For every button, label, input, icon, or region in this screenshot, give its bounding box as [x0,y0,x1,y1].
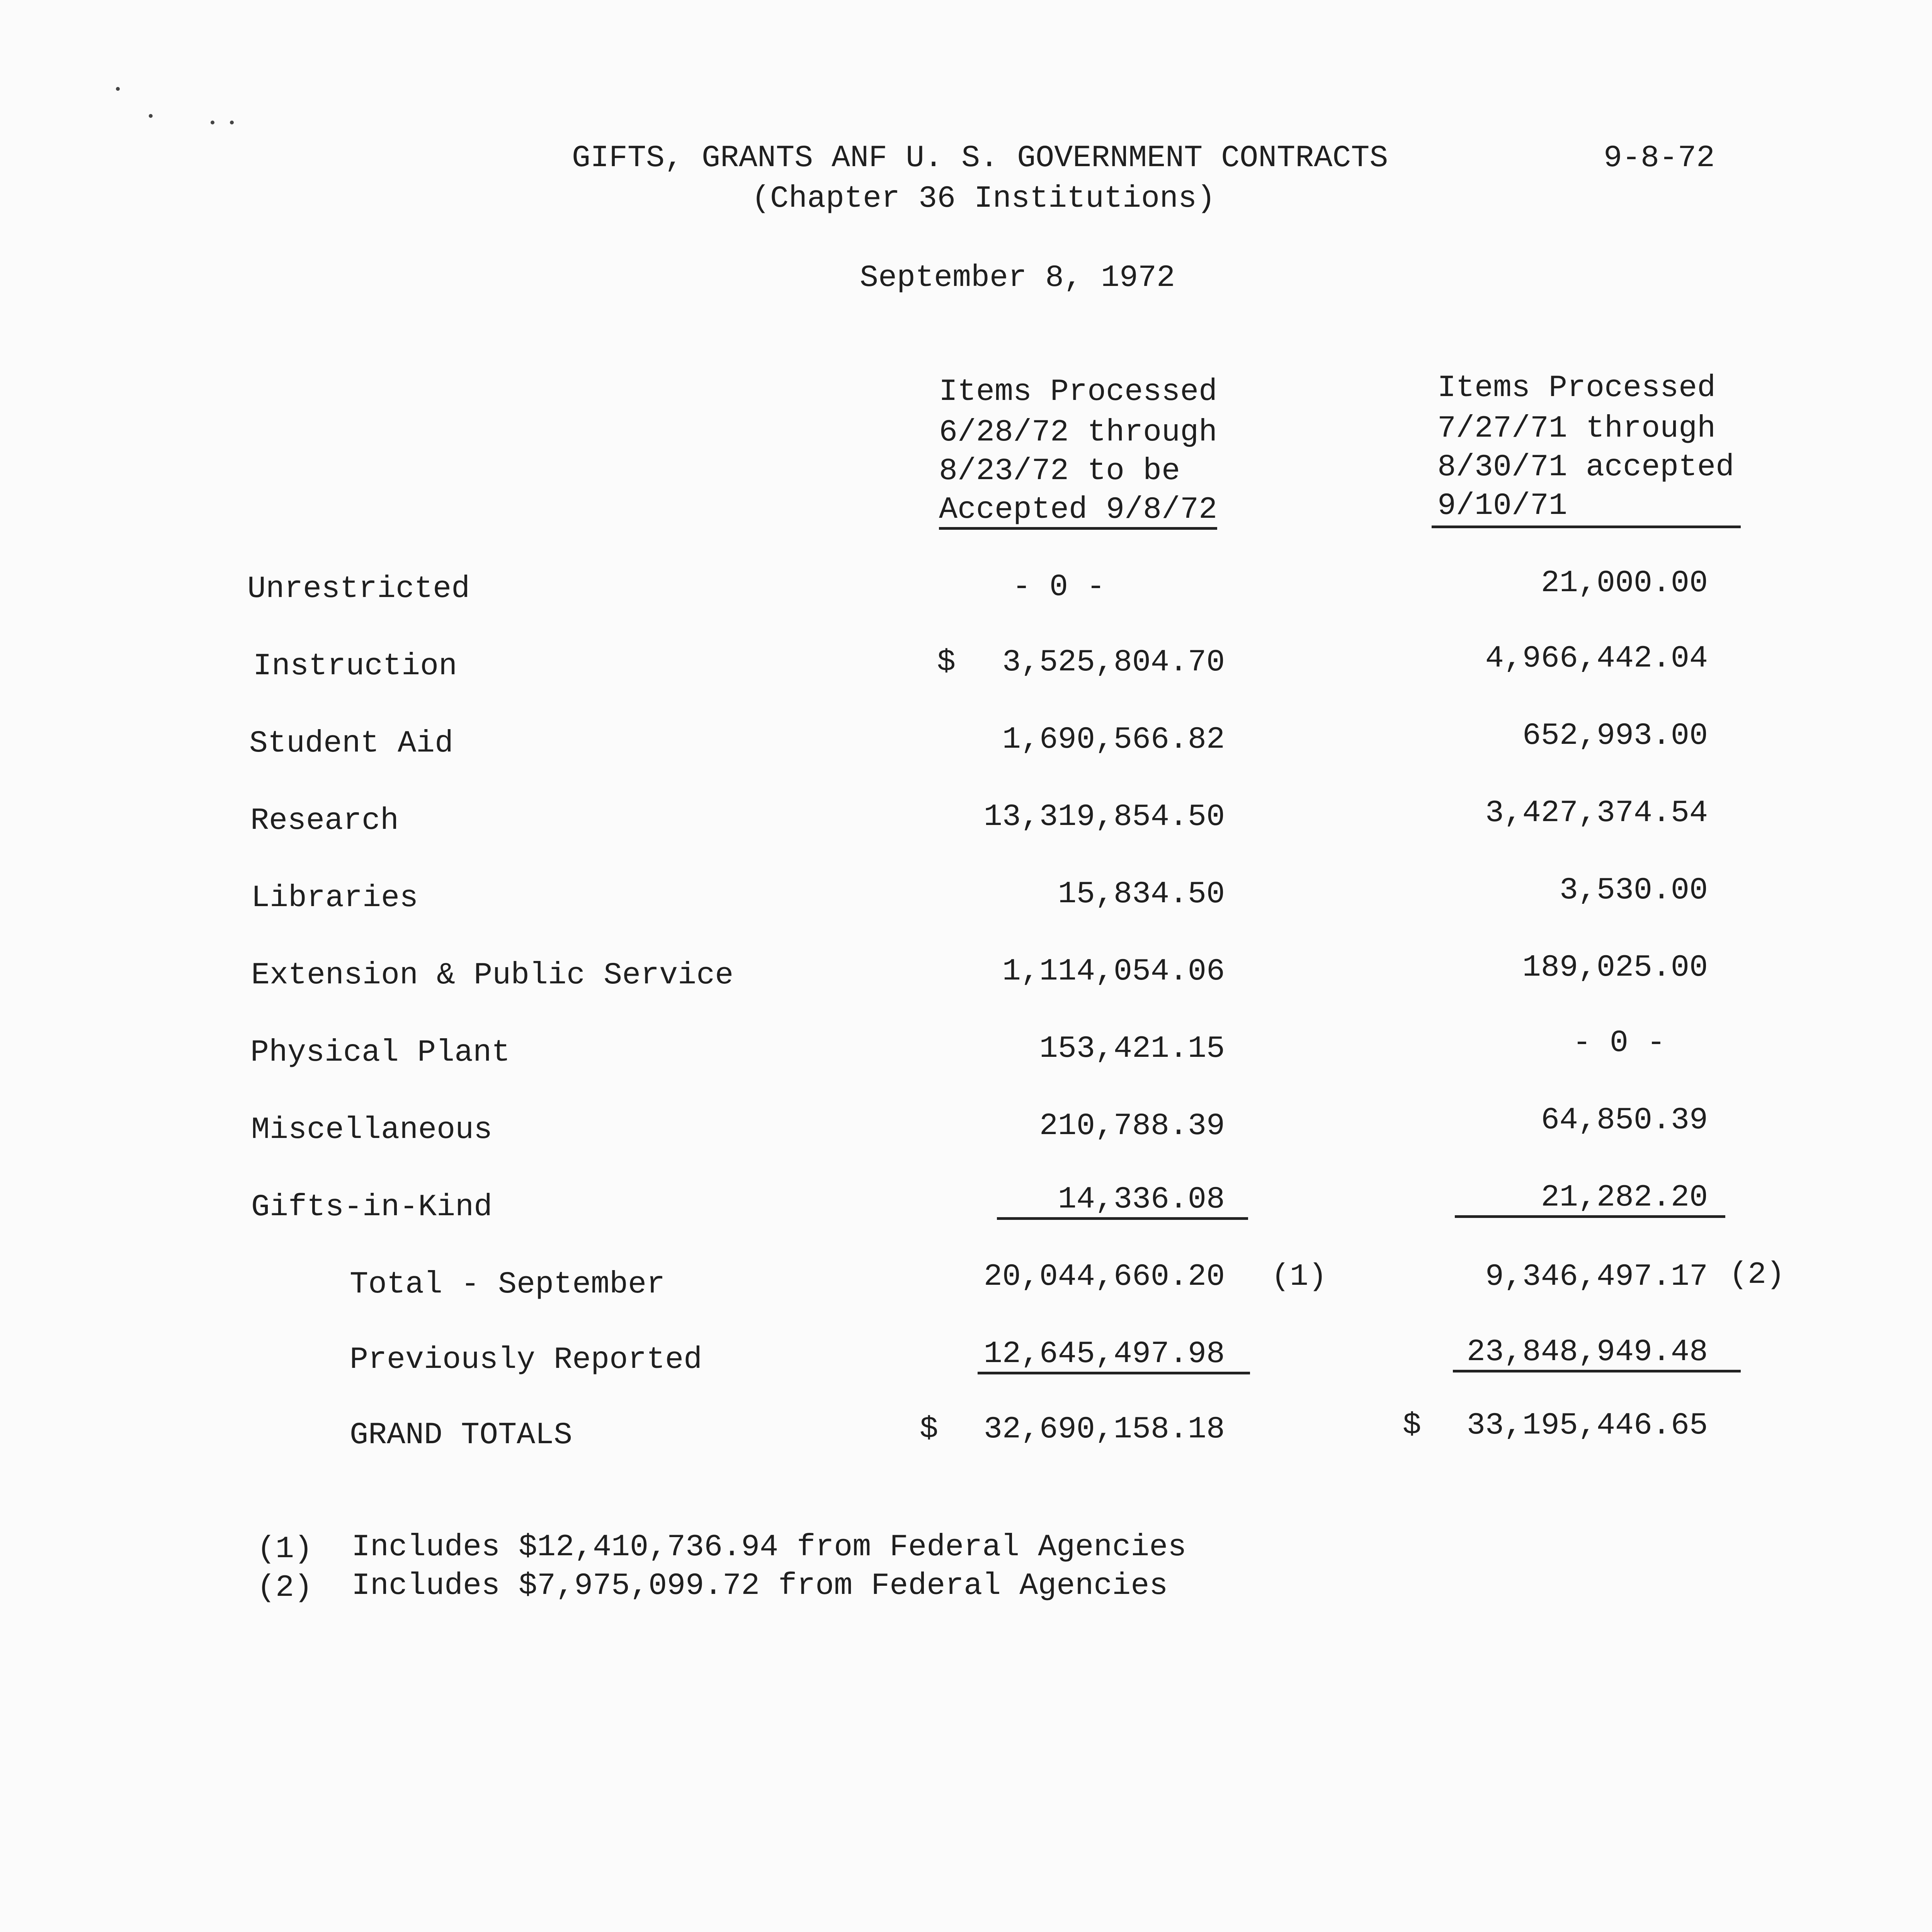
grand-totals-label: GRAND TOTALS [350,1418,573,1453]
prior-value: - 0 - [1572,1026,1666,1061]
prior-column-header-line-2: 7/27/71 through [1437,411,1716,446]
prior-value: 189,025.00 [1522,950,1708,985]
row-label: Unrestricted [247,571,470,607]
row-label: Miscellaneous [251,1112,493,1148]
current-column-header-line-4: Accepted 9/8/72 [939,495,1217,530]
prior-value: 64,850.39 [1541,1103,1708,1138]
previously-reported-label: Previously Reported [350,1342,702,1378]
prior-header-underline [1432,526,1741,528]
row-label: Physical Plant [250,1035,510,1070]
speck-mark [149,114,153,118]
total-september-label: Total - September [350,1267,665,1302]
current-total-underline [978,1372,1250,1374]
row-label: Gifts-in-Kind [251,1190,493,1225]
current-value: 13,319,854.50 [983,799,1225,835]
prior-value: 21,282.20 [1541,1180,1708,1215]
total-september-prior: 9,346,497.17 [1485,1259,1708,1294]
current-value: 3,525,804.70 [1002,645,1225,680]
current-value: - 0 - [1012,570,1105,605]
speck-mark [116,87,120,91]
prior-value: 652,993.00 [1522,718,1708,753]
date-code: 9-8-72 [1604,141,1715,176]
prior-value: 21,000.00 [1541,566,1708,601]
prior-column-header-line-4: 9/10/71 [1437,488,1568,524]
current-value: 153,421.15 [1039,1031,1225,1066]
current-value: 1,690,566.82 [1002,722,1225,757]
row-label: Extension & Public Service [251,958,734,993]
row-label: Instruction [253,649,457,684]
document-subtitle: (Chapter 36 Institutions) [752,181,1216,216]
document-date: September 8, 1972 [860,260,1175,296]
row-label: Libraries [251,881,418,916]
current-column-header-line-3: 8/23/72 to be [939,454,1180,489]
footnote-ref-2: (2) [1729,1257,1785,1293]
current-column-header-line-1: Items Processed [939,374,1218,410]
currency-symbol: $ [1403,1408,1422,1443]
total-september-current: 20,044,660.20 [983,1259,1225,1294]
grand-totals-current: 32,690,158.18 [983,1412,1225,1447]
prior-value: 4,966,442.04 [1485,641,1708,676]
previously-reported-prior: 23,848,949.48 [1466,1335,1708,1370]
speck-mark [211,121,214,124]
current-value: 210,788.39 [1039,1109,1225,1144]
previously-reported-current: 12,645,497.98 [983,1337,1225,1372]
grand-totals-prior: 33,195,446.65 [1466,1408,1708,1443]
footnote-text: Includes $7,975,099.72 from Federal Agencies [352,1568,1168,1604]
footnote-mark: (2) [257,1570,313,1605]
current-subtotal-underline [997,1217,1248,1220]
footnote-mark: (1) [257,1532,313,1567]
prior-column-header-line-1: Items Processed [1437,371,1716,406]
currency-symbol: $ [920,1412,939,1447]
current-value: 15,834.50 [1058,877,1225,912]
prior-subtotal-underline [1455,1215,1725,1218]
prior-value: 3,530.00 [1559,873,1708,908]
current-column-header-line-2: 6/28/72 through [939,415,1218,450]
current-value: 14,336.08 [1058,1182,1225,1217]
speck-mark [230,121,234,124]
currency-symbol: $ [937,645,956,680]
footnote-text: Includes $12,410,736.94 from Federal Agencies [352,1530,1187,1565]
current-value: 1,114,054.06 [1002,954,1225,989]
prior-column-header-line-3: 8/30/71 accepted [1437,450,1735,485]
footnote-ref-1: (1) [1271,1259,1327,1294]
document-title: GIFTS, GRANTS ANF U. S. GOVERNMENT CONTRACTS [572,141,1388,176]
prior-value: 3,427,374.54 [1485,796,1708,831]
row-label: Student Aid [249,726,454,761]
row-label: Research [250,803,399,838]
prior-total-underline [1453,1370,1741,1372]
